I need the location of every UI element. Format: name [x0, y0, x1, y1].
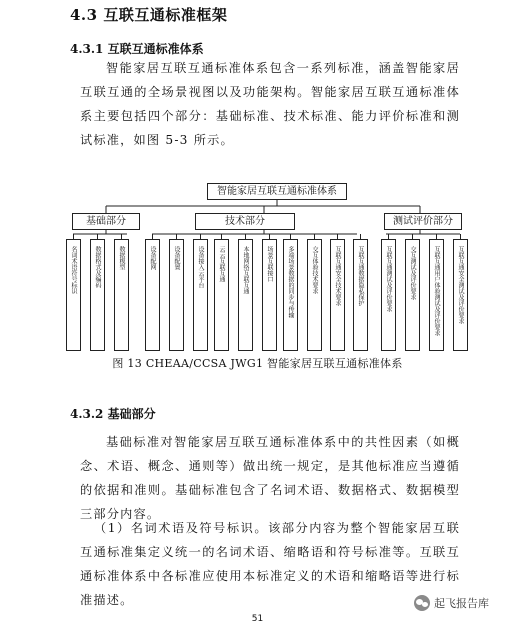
framework-leaf-box: 数据格式及编码	[90, 239, 105, 351]
framework-leaf-box: 本地网络互联互通	[238, 239, 253, 351]
watermark-label: 起飞报告库	[434, 597, 489, 610]
framework-leaf-box: 设备配网	[145, 239, 160, 351]
framework-leaf-box: 交互体验技术要求	[307, 239, 322, 351]
section-heading: 4.3 互联互通标准框架	[70, 6, 228, 24]
framework-leaf-box: 互联互通数据隐私保护	[353, 239, 368, 351]
figure-caption: 图 13 CHEAA/CCSA JWG1 智能家居互联互通标准体系	[112, 357, 403, 370]
framework-leaf-box: 设备接入云平台	[193, 239, 208, 351]
group-basic-box: 基础部分	[72, 213, 140, 230]
subsection-heading-basic: 4.3.2 基础部分	[70, 407, 156, 421]
framework-leaf-box: 数据模型	[114, 239, 129, 351]
page-number: 51	[251, 614, 264, 624]
framework-leaf-box: 互联互通安全测试及评价要求	[453, 239, 468, 351]
paragraph-basic: 基础标准对智能家居互联互通标准体系中的共性因素（如概念、术语、概念、通则等）做出统一规定，是其他标准应当遵循的依据和准则。基础标准包含了名词术语、数据格式、数据模型三部分内容。	[80, 435, 460, 521]
framework-leaf-box: 名词术语符号标识	[66, 239, 81, 351]
wechat-icon	[414, 595, 430, 611]
framework-leaf-box: 互联互通测试及评价要求	[381, 239, 396, 351]
framework-leaf-box: 云云互联互通	[214, 239, 229, 351]
framework-leaf-box: 多端场景数据的同步与传输	[283, 239, 298, 351]
framework-leaf-box: 互联互通用户体验测试及评价要求	[429, 239, 444, 351]
paragraph-terms: （1）名词术语及符号标识。该部分内容为整个智能家居互联互通标准集定义统一的名词术语、缩略语和符号标准等。互联互通标准体系中各标准应使用本标准定义的术语和缩略语等进行标准描述。	[80, 521, 460, 607]
paragraph-intro: 智能家居互联互通标准体系包含一系列标准，涵盖智能家居互联互通的全场景视图以及功能架构。智能家居互联互通标准体系主要包括四个部分：基础标准、技术标准、能力评价标准和测试标准，如图 5-3 所示。	[80, 61, 460, 147]
group-technical-box: 技术部分	[195, 213, 295, 230]
framework-leaf-box: 设备配置	[169, 239, 184, 351]
framework-leaf-box: 互联互通安全技术要求	[330, 239, 345, 351]
framework-root-box: 智能家居互联互通标准体系	[207, 183, 347, 200]
subsection-heading-framework: 4.3.1 互联互通标准体系	[70, 42, 204, 56]
framework-leaf-box: 交互测试及评价要求	[405, 239, 420, 351]
framework-leaf-box: 场景互联接口	[262, 239, 277, 351]
group-test-eval-box: 测试评价部分	[384, 213, 462, 230]
watermark	[414, 595, 489, 611]
